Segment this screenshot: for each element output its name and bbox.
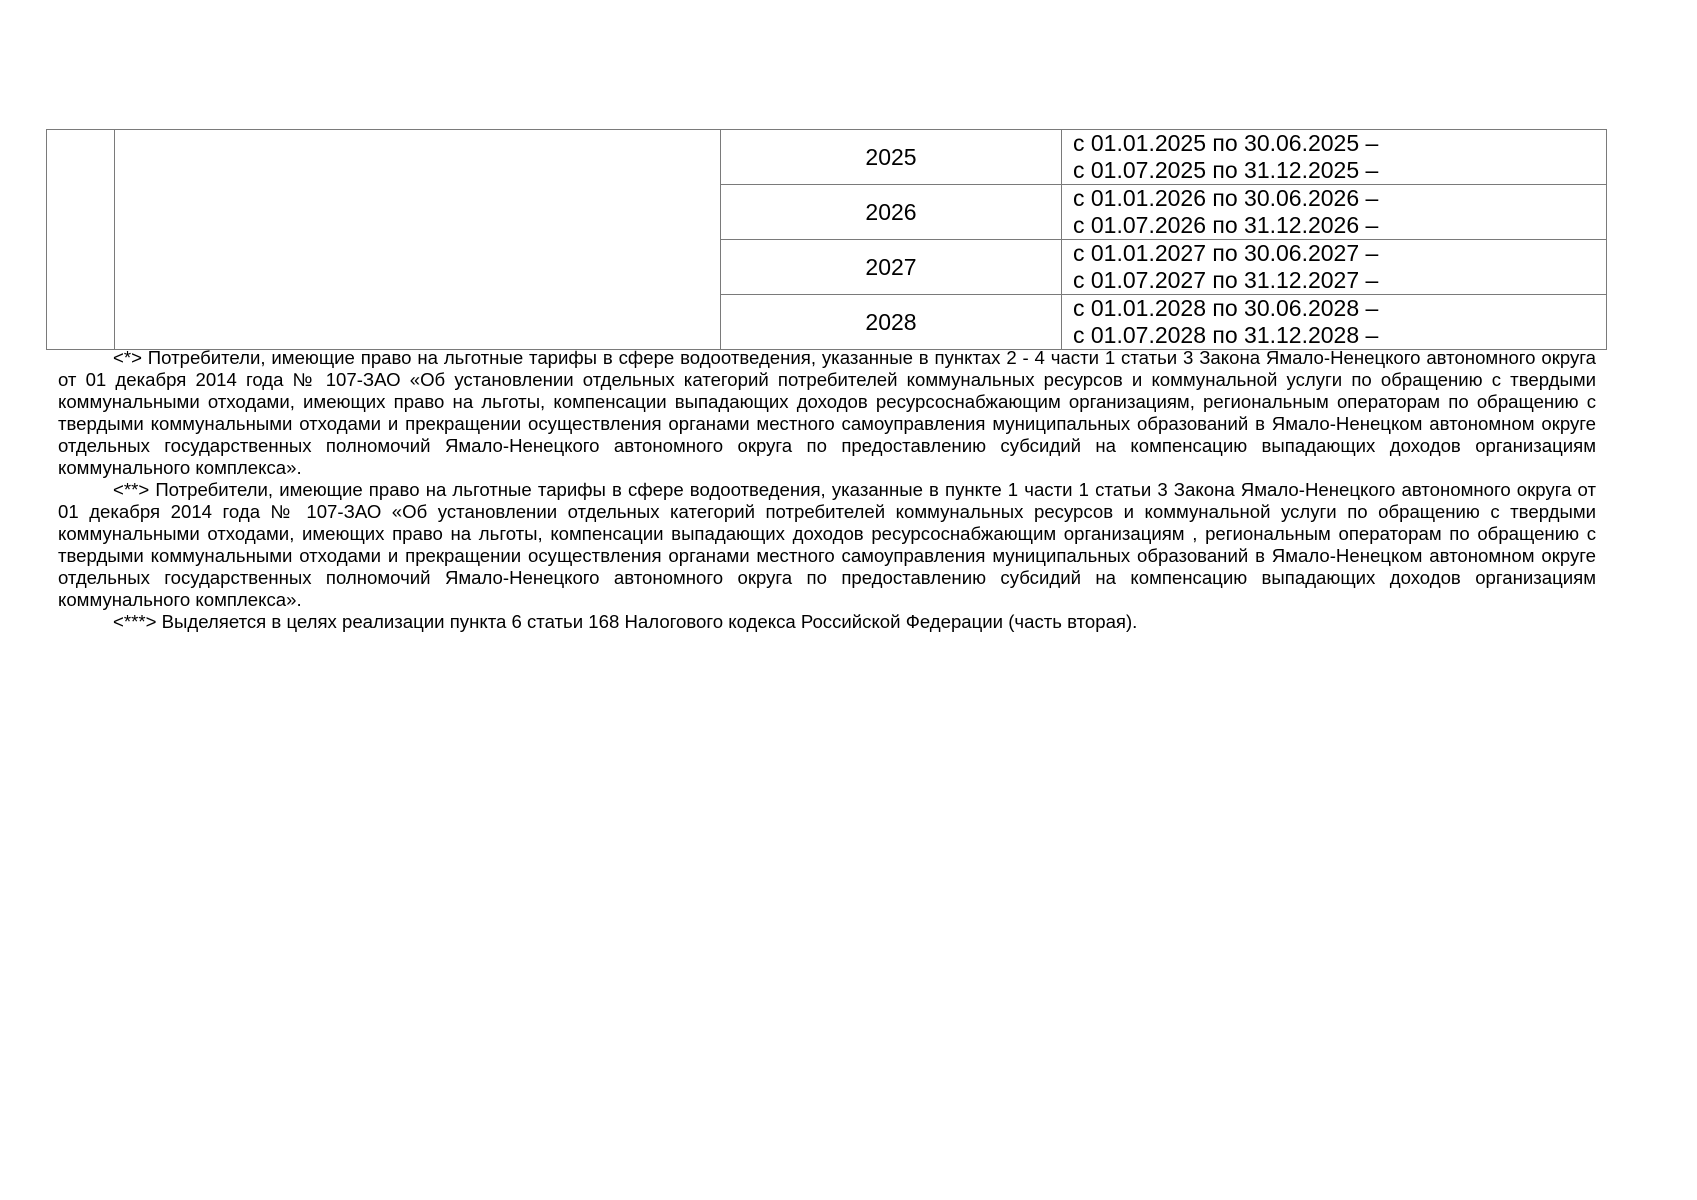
row-number-cell [47, 130, 115, 350]
period-line-second-half: с 01.07.2026 по 31.12.2026 – [1073, 212, 1379, 238]
period-line-first-half: с 01.01.2028 по 30.06.2028 – [1073, 295, 1379, 321]
footnote-3: <***> Выделяется в целях реализации пункта 6 статьи 168 Налогового кодекса Российской Федерации (часть вторая). [113, 611, 1138, 632]
year-cell: 2028 [721, 295, 1062, 350]
period-line-second-half: с 01.07.2025 по 31.12.2025 – [1073, 157, 1379, 183]
row-name-cell [115, 130, 721, 350]
period-line-first-half: с 01.01.2027 по 30.06.2027 – [1073, 240, 1379, 266]
year-cell: 2025 [721, 130, 1062, 185]
footnote-1: <*> Потребители, имеющие право на льготные тарифы в сфере водоотведения, указанные в пунктах 2 - 4 части 1 статьи 3 Закона Ямало-Ненецкого автономного округа от 01 декабря 2014 года № 107-ЗАО «Об установлении отдельных категорий потребителей коммунальных ресурсов и коммунальной услуги по обращению с твердыми коммунальными отходами, имеющих право на льготы, компенсации выпадающих доходов ресурсоснабжающим организациям, региональным операторам по обращению с твердыми коммунальными отходами и прекращении осуществления органами местного самоуправления муниципальных образований в Ямало-Ненецком автономном округе отдельных государственных полномочий Ямало-Ненецкого автономного округа по предоставлению субсидий на компенсацию выпадающих доходов организациям коммунального комплекса». [58, 347, 1596, 478]
period-cell [1062, 295, 1607, 350]
period-line-first-half: с 01.01.2025 по 30.06.2025 – [1073, 130, 1379, 156]
period-line-second-half: с 01.07.2028 по 31.12.2028 – [1073, 322, 1379, 348]
footnote-2: <**> Потребители, имеющие право на льготные тарифы в сфере водоотведения, указанные в пункте 1 части 1 статьи 3 Закона Ямало-Ненецкого автономного округа от 01 декабря 2014 года № 107-ЗАО «Об установлении отдельных категорий потребителей коммунальных ресурсов и коммунальной услуги по обращению с твердыми коммунальными отходами, имеющих право на льготы, компенсации выпадающих доходов ресурсоснабжающим организациям , региональным операторам по обращению с твердыми коммунальными отходами и прекращении осуществления органами местного самоуправления муниципальных образований в Ямало-Ненецком автономном округе отдельных государственных полномочий Ямало-Ненецкого автономного округа по предоставлению субсидий на компенсацию выпадающих доходов организациям коммунального комплекса». [58, 479, 1596, 610]
period-cell [1062, 240, 1607, 295]
period-line-second-half: с 01.07.2027 по 31.12.2027 – [1073, 267, 1379, 293]
table-row [47, 130, 1607, 185]
year-cell: 2026 [721, 185, 1062, 240]
tariff-table [46, 129, 1607, 350]
period-line-first-half: с 01.01.2026 по 30.06.2026 – [1073, 185, 1379, 211]
footnotes [58, 347, 1596, 633]
period-cell [1062, 130, 1607, 185]
year-cell: 2027 [721, 240, 1062, 295]
period-cell [1062, 185, 1607, 240]
